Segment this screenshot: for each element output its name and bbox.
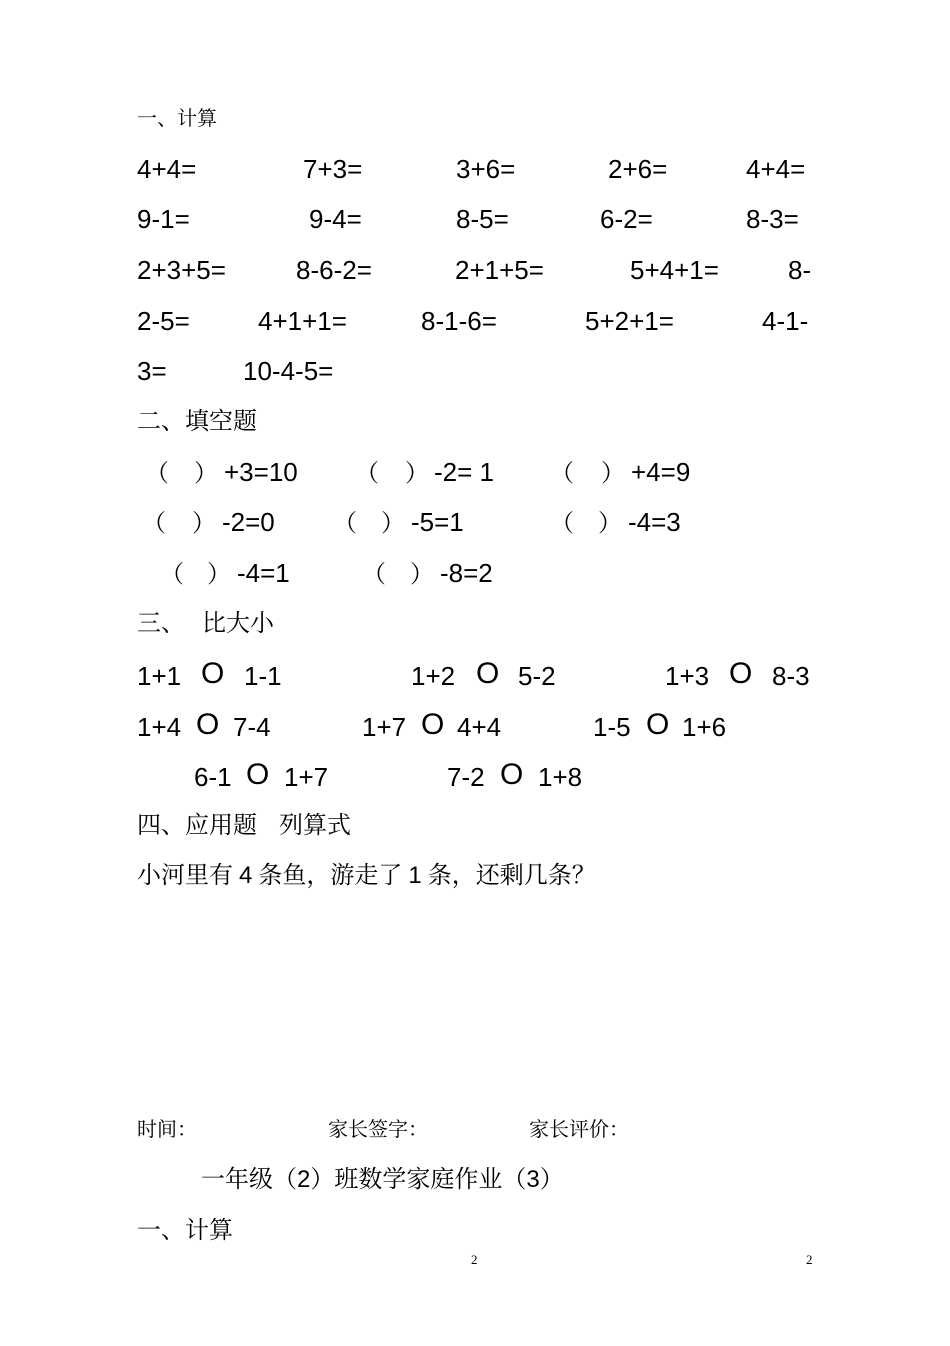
compare-circle: O: [246, 758, 270, 791]
calc-r4-4: 5+2+1=: [585, 306, 674, 336]
fill-blank-expr: -4=3: [628, 507, 681, 537]
word-problem-text: 条，还剩几条？: [427, 861, 596, 889]
compare-circle: O: [421, 708, 445, 741]
parent-signature-label: 家长签字：: [328, 1117, 428, 1141]
paren-close: ）: [381, 509, 405, 537]
calc-r3-1: 2+3+5=: [137, 255, 226, 285]
paren-close: ）: [207, 560, 231, 588]
calc-r4-1: 2-5=: [137, 306, 190, 336]
paren-open: （: [142, 509, 166, 537]
compare-left: 1+1: [137, 661, 182, 691]
compare-circle: O: [196, 708, 220, 741]
compare-right: 4+4: [457, 712, 502, 742]
compare-right: 1+6: [682, 712, 727, 742]
fill-blank-expr: -5=1: [411, 507, 464, 537]
calc-r5-1: 3=: [137, 356, 167, 386]
next-section-heading: 一、计算: [137, 1216, 233, 1244]
word-problem-number: 4: [239, 862, 253, 889]
paren-open: （: [355, 459, 379, 487]
calc-r1-3: 3+6=: [456, 154, 516, 184]
calc-r4-5: 4-1-: [762, 306, 809, 336]
section4-heading: 四、应用题: [137, 811, 257, 839]
fill-blank-expr: -4=1: [237, 558, 290, 588]
calc-r2-5: 8-3=: [746, 204, 799, 234]
compare-right: 5-2: [518, 661, 556, 691]
fill-blank-expr: -2=0: [222, 507, 275, 537]
calc-r1-2: 7+3=: [303, 154, 363, 184]
homework-title-text: ）: [539, 1165, 564, 1193]
section3-subheading: 比大小: [202, 609, 274, 637]
calc-r4-3: 8-1-6=: [421, 306, 497, 336]
compare-right: 7-4: [233, 712, 271, 742]
homework-title-text: ）班数学家庭作业（: [310, 1165, 527, 1193]
paren-close: ）: [598, 509, 622, 537]
word-problem: [137, 863, 596, 888]
calc-r5-2: 10-4-5=: [243, 356, 334, 386]
compare-right: 1+7: [284, 762, 329, 792]
homework-title-class: 2: [297, 1166, 311, 1193]
page-number-right: 2: [806, 1252, 813, 1267]
compare-circle: O: [201, 657, 225, 690]
calc-r1-4: 2+6=: [608, 154, 668, 184]
compare-left: 1+4: [137, 712, 182, 742]
compare-circle: O: [476, 657, 500, 690]
calc-r2-3: 8-5=: [456, 204, 509, 234]
time-label: 时间：: [137, 1117, 197, 1141]
compare-left: 7-2: [447, 762, 485, 792]
calc-r3-3: 2+1+5=: [455, 255, 544, 285]
fill-blank-expr: -8=2: [440, 558, 493, 588]
compare-left: 1+7: [362, 712, 407, 742]
paren-close: ）: [410, 560, 434, 588]
paren-close: ）: [192, 509, 216, 537]
homework-title-text: 一年级（: [201, 1165, 297, 1193]
paren-close: ）: [601, 459, 625, 487]
paren-open: （: [160, 560, 184, 588]
compare-left: 6-1: [194, 762, 232, 792]
calc-r4-2: 4+1+1=: [258, 306, 347, 336]
paren-close: ）: [405, 459, 429, 487]
word-problem-text: 条鱼，游走了: [258, 861, 403, 889]
fill-blank-expr: +4=9: [631, 457, 691, 487]
compare-left: 1+2: [411, 661, 456, 691]
fill-blank-expr: -2= 1: [434, 457, 494, 487]
word-problem-number: 1: [408, 862, 422, 889]
compare-left: 1+3: [665, 661, 710, 691]
fill-blank-expr: +3=10: [224, 457, 298, 487]
calc-r2-4: 6-2=: [600, 204, 653, 234]
paren-open: （: [362, 560, 386, 588]
parent-evaluation-label: 家长评价：: [529, 1117, 629, 1141]
homework-title: [201, 1167, 564, 1192]
compare-right: 8-3: [772, 661, 810, 691]
compare-right: 1+8: [538, 762, 583, 792]
calc-r3-2: 8-6-2=: [296, 255, 372, 285]
compare-left: 1-5: [593, 712, 631, 742]
calc-r2-1: 9-1=: [137, 204, 190, 234]
compare-right: 1-1: [244, 661, 282, 691]
calc-r3-5: 8-: [788, 255, 812, 285]
paren-open: （: [550, 509, 574, 537]
paren-open: （: [550, 459, 574, 487]
page-number-center: 2: [471, 1252, 478, 1267]
section1-heading: 一、计算: [137, 106, 217, 130]
word-problem-text: 小河里有: [137, 861, 233, 889]
homework-title-number: 3: [526, 1166, 540, 1193]
compare-circle: O: [729, 657, 753, 690]
paren-close: ）: [194, 459, 218, 487]
calc-r1-1: 4+4=: [137, 154, 197, 184]
compare-circle: O: [646, 708, 670, 741]
calc-r2-2: 9-4=: [309, 204, 362, 234]
paren-open: （: [333, 509, 357, 537]
section2-heading: 二、填空题: [137, 407, 257, 435]
paren-open: （: [145, 459, 169, 487]
calc-r3-4: 5+4+1=: [630, 255, 719, 285]
compare-circle: O: [500, 758, 524, 791]
section3-heading: 三、: [137, 609, 185, 637]
calc-r1-5: 4+4=: [746, 154, 806, 184]
section4-subheading: 列算式: [279, 811, 351, 839]
